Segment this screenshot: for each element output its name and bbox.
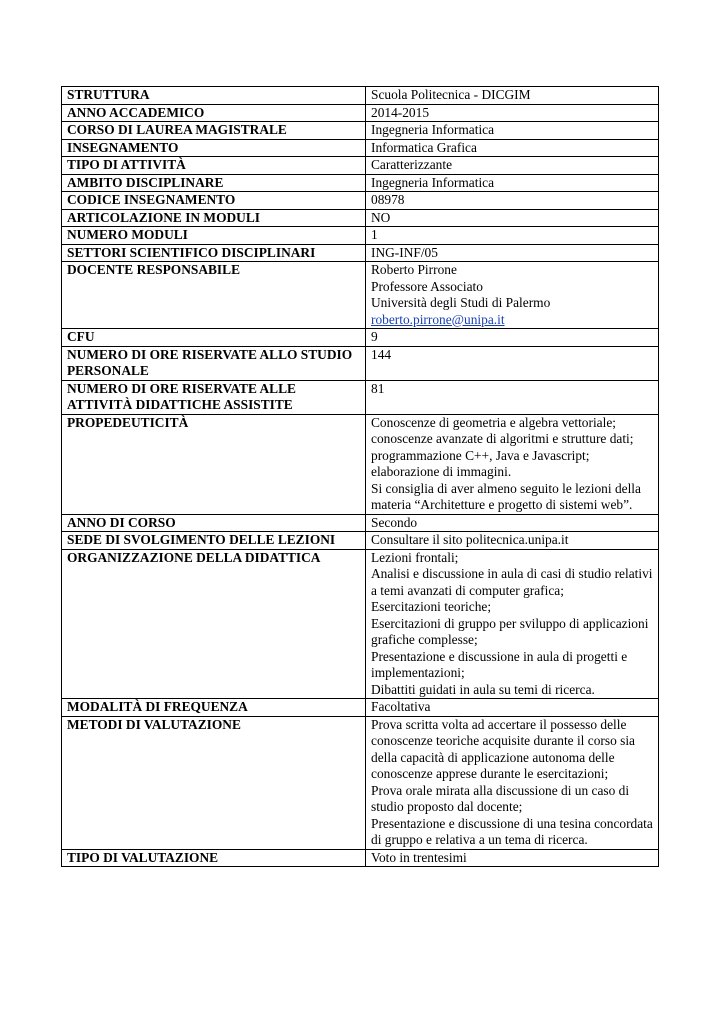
field-value-line: Presentazione e discussione in aula di progetti e implementazioni; xyxy=(371,648,628,680)
field-value-line: 9 xyxy=(371,329,378,344)
field-value-line: Conoscenze di geometria e algebra vettoriale; conoscenze avanzate di algoritmi e strutture dati; programmazione C++, Java e Javascript; elaborazione di immagini. xyxy=(371,414,634,479)
field-value-line: 144 xyxy=(371,346,392,362)
table-row xyxy=(62,380,659,414)
field-value xyxy=(366,849,659,867)
field-value-line: Roberto Pirrone xyxy=(371,262,457,277)
field-label: ARTICOLAZIONE IN MODULI xyxy=(62,209,366,227)
field-label: TIPO DI ATTIVITÀ xyxy=(62,157,366,175)
table-row xyxy=(62,192,659,210)
field-value-line: ING-INF/05 xyxy=(371,244,438,260)
field-value-line: Ingegneria Informatica xyxy=(371,174,495,190)
field-label: CFU xyxy=(62,329,366,347)
field-value-line: Caratterizzante xyxy=(371,157,453,172)
field-value xyxy=(366,414,659,514)
field-value xyxy=(366,87,659,105)
field-label: AMBITO DISCIPLINARE xyxy=(62,174,366,192)
table-row xyxy=(62,227,659,245)
field-value-line: Dibattiti guidati in aula su temi di ricerca. xyxy=(371,681,595,697)
field-value xyxy=(366,157,659,175)
table-row xyxy=(62,174,659,192)
field-value-line: Analisi e discussione in aula di casi di studio relativi a temi avanzati di computer grafica; xyxy=(371,566,653,598)
field-label: NUMERO MODULI xyxy=(62,227,366,245)
field-label: ANNO DI CORSO xyxy=(62,514,366,532)
field-value-line: Lezioni frontali; xyxy=(371,549,459,565)
field-value xyxy=(366,174,659,192)
field-label: CODICE INSEGNAMENTO xyxy=(62,192,366,210)
table-row xyxy=(62,157,659,175)
field-value xyxy=(366,514,659,532)
field-label: ORGANIZZAZIONE DELLA DIDATTICA xyxy=(62,549,366,699)
field-value xyxy=(366,549,659,699)
table-row xyxy=(62,262,659,329)
field-value xyxy=(366,699,659,717)
table-row xyxy=(62,209,659,227)
table-row xyxy=(62,329,659,347)
field-value-line: 2014-2015 xyxy=(371,104,430,120)
field-value-line: Voto in trentesimi xyxy=(371,849,467,865)
field-label: TIPO DI VALUTAZIONE xyxy=(62,849,366,867)
field-value-line: 81 xyxy=(371,380,385,396)
table-row xyxy=(62,87,659,105)
field-value xyxy=(366,244,659,262)
table-row xyxy=(62,244,659,262)
field-value xyxy=(366,380,659,414)
field-value xyxy=(366,262,659,329)
field-label: INSEGNAMENTO xyxy=(62,139,366,157)
field-label: DOCENTE RESPONSABILE xyxy=(62,262,366,329)
field-value-line: 08978 xyxy=(371,192,405,207)
field-label: SEDE DI SVOLGIMENTO DELLE LEZIONI xyxy=(62,532,366,550)
field-value xyxy=(366,532,659,550)
table-row xyxy=(62,699,659,717)
field-value-line: 1 xyxy=(371,227,378,242)
field-value-line: Esercitazioni di gruppo per sviluppo di applicazioni grafiche complesse; xyxy=(371,615,649,647)
field-label: PROPEDEUTICITÀ xyxy=(62,414,366,514)
field-label: CORSO DI LAUREA MAGISTRALE xyxy=(62,122,366,140)
field-label: ANNO ACCADEMICO xyxy=(62,104,366,122)
field-value-line: Scuola Politecnica - DICGIM xyxy=(371,87,531,102)
field-value-line: Consultare il sito politecnica.unipa.it xyxy=(371,532,569,547)
table-row xyxy=(62,849,659,867)
field-value xyxy=(366,192,659,210)
table-row xyxy=(62,414,659,514)
table-body xyxy=(62,87,659,867)
field-value-line: Secondo xyxy=(371,514,418,530)
field-value-line: Informatica Grafica xyxy=(371,139,477,155)
table-row xyxy=(62,532,659,550)
field-value-line: Università degli Studi di Palermo xyxy=(371,295,551,310)
field-label: STRUTTURA xyxy=(62,87,366,105)
field-label: MODALITÀ DI FREQUENZA xyxy=(62,699,366,717)
table-row xyxy=(62,716,659,849)
field-value xyxy=(366,329,659,347)
field-value xyxy=(366,346,659,380)
table-row xyxy=(62,104,659,122)
field-value xyxy=(366,716,659,849)
field-value-line: Ingegneria Informatica xyxy=(371,122,495,137)
field-label: METODI DI VALUTAZIONE xyxy=(62,716,366,849)
field-value xyxy=(366,209,659,227)
field-value-line: Facoltativa xyxy=(371,699,431,714)
field-value xyxy=(366,104,659,122)
table-row xyxy=(62,514,659,532)
email-link[interactable]: roberto.pirrone@unipa.it xyxy=(371,311,505,327)
field-value-line: Professore Associato xyxy=(371,278,483,294)
table-row xyxy=(62,122,659,140)
field-label: SETTORI SCIENTIFICO DISCIPLINARI xyxy=(62,244,366,262)
course-info-table xyxy=(61,86,659,867)
field-value-line: NO xyxy=(371,209,391,225)
field-label: NUMERO DI ORE RISERVATE ALLO STUDIO PERSONALE xyxy=(62,346,366,380)
field-value-line: Presentazione e discussione di una tesina concordata di gruppo e relativa a un tema di ricerca. xyxy=(371,815,653,847)
field-label: NUMERO DI ORE RISERVATE ALLE ATTIVITÀ DIDATTICHE ASSISTITE xyxy=(62,380,366,414)
table-row xyxy=(62,139,659,157)
field-value-line: Esercitazioni teoriche; xyxy=(371,599,492,614)
field-value-line: Si consiglia di aver almeno seguito le lezioni della materia “Architetture e progetto di sistemi web”. xyxy=(371,480,641,512)
field-value xyxy=(366,122,659,140)
field-value-line: Prova orale mirata alla discussione di un caso di studio proposto dal docente; xyxy=(371,782,630,814)
table-row xyxy=(62,549,659,699)
table-row xyxy=(62,346,659,380)
field-value xyxy=(366,139,659,157)
field-value xyxy=(366,227,659,245)
field-value-line: Prova scritta volta ad accertare il possesso delle conoscenze teoriche acquisite durante il corso sia della capacità di applicazione autonoma delle conoscenze apprese durante le esercitazioni; xyxy=(371,716,635,781)
